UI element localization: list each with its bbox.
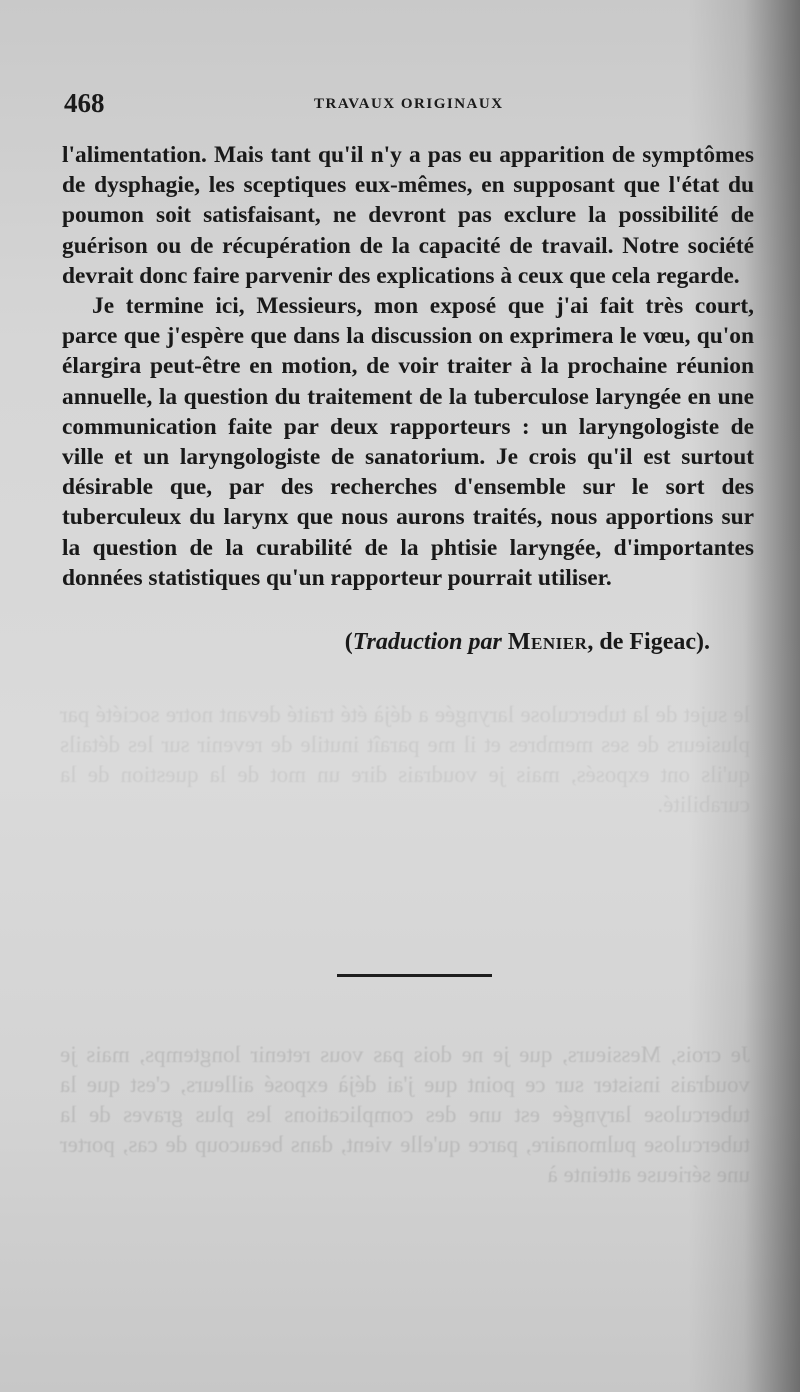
signature-translation-by: Traduction par: [352, 629, 502, 655]
signature-translator-name: Menier: [507, 629, 588, 655]
signature-open-paren: (: [344, 629, 353, 655]
page-number: 468: [64, 88, 105, 118]
translator-signature: [280, 629, 710, 656]
show-through-text-upper: [60, 700, 750, 820]
paragraph-continuation: l'alimentation. Mais tant qu'il n'y a pas eu apparition de symptômes de dysphagie, les sceptiques eux-mêmes, en supposant que l'état du poumon soit satisfaisant, ne devront pas exclure la possibilité de guérison ou de récupération de la capacité de travail. Notre société devrait donc faire parvenir des explications à ceux que cela regarde.: [62, 142, 754, 289]
body-text: [62, 140, 754, 593]
show-through-paragraph: le sujet de la tuberculose laryngée a déjà été traité devant notre société par plusieurs de ses membres et il me paraît inutile de revenir sur les détails qu'ils ont exposés, mais je voudrais dire un mot de la question de la curabilité.: [60, 702, 750, 817]
signature-location: , de Figeac).: [587, 629, 710, 655]
show-through-text-lower: [60, 1040, 750, 1190]
section-end-rule: [337, 974, 492, 977]
running-title: TRAVAUX ORIGINAUX: [314, 96, 504, 112]
show-through-paragraph: Je crois, Messieurs, que je ne dois pas vous retenir longtemps, mais je voudrais insister sur ce point que j'ai déjà exposé ailleurs, c'est que la tuberculose laryngée est une des complications les plus graves de la tuberculose pulmonaire, parce qu'elle vient, dans beaucoup de cas, porter une sérieuse atteinte à: [60, 1042, 750, 1187]
paragraph-conclusion: Je termine ici, Messieurs, mon exposé que j'ai fait très court, parce que j'espère que dans la discussion on exprimera le vœu, qu'on élargira peut-être en motion, de voir traiter à la prochaine réunion annuelle, la question du traitement de la tuberculose laryngée en une communication faite par deux rapporteurs : un laryngologiste de ville et un laryngologiste de sanatorium. Je crois qu'il est surtout désirable que, par des recherches d'ensemble sur le sort des tuberculeux du larynx que nous aurons traités, nous apportions sur la question de la curabilité de la phtisie laryngée, d'importantes données statistiques qu'un rapporteur pourrait utiliser.: [62, 293, 754, 591]
running-head: [64, 88, 754, 122]
